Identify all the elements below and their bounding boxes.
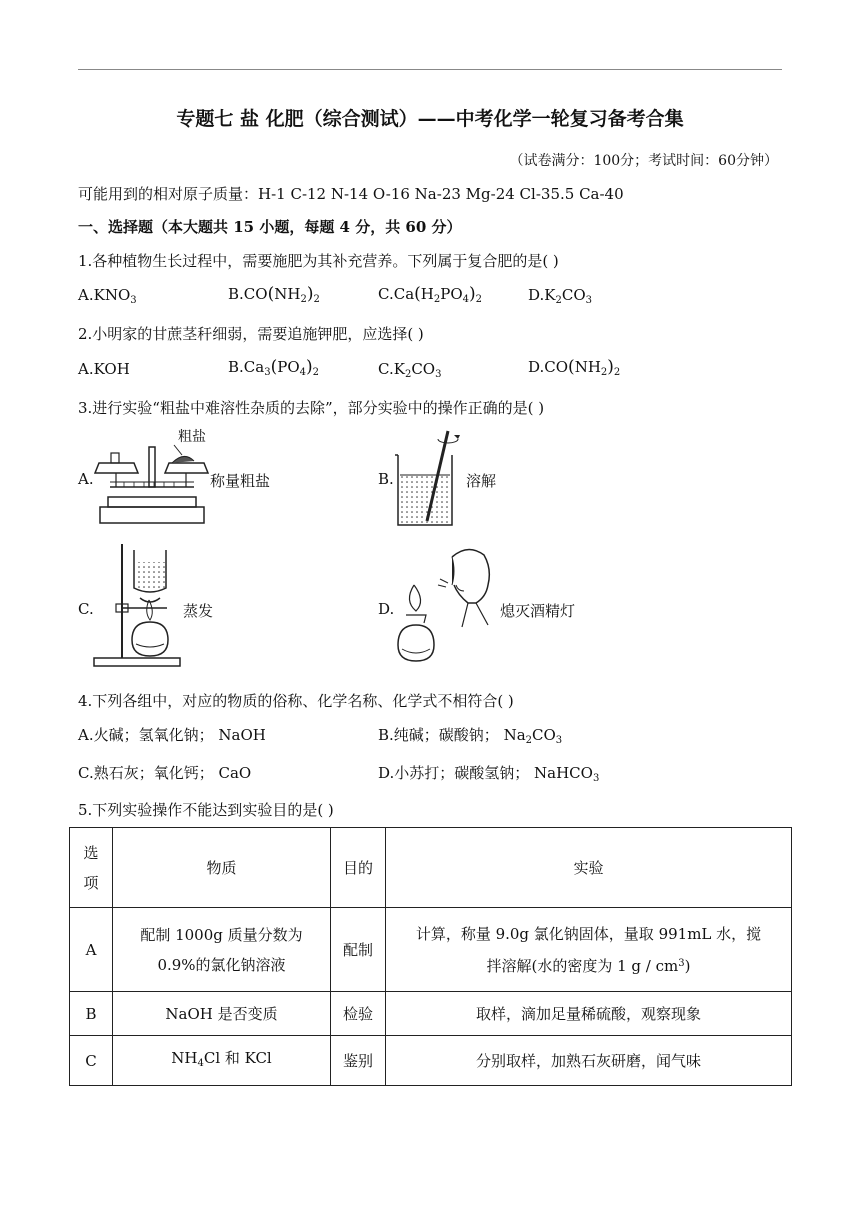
atomic-masses: 可能用到的相对原子质量：H-1 C-12 N-14 O-16 Na-23 Mg-24 Cl-35.5 Ca-40 (78, 185, 624, 203)
row-c-experiment: 分别取样，加熟石灰研磨，闻气味 (386, 1036, 792, 1086)
q4-option-c[interactable] (78, 762, 251, 783)
coarse-salt-tag: 粗盐 (178, 429, 206, 445)
table-row (70, 908, 792, 992)
evaporation-setup-figure (92, 540, 182, 668)
q1-option-d[interactable]: $D.K_2CO_3$ (528, 286, 593, 306)
header-rule (78, 69, 782, 70)
q4-option-a-text: A.火碱；氢氧化钠； (78, 726, 214, 744)
beaker-stirring-figure (390, 425, 465, 530)
question-5-stem: 5.下列实验操作不能达到实验目的是( ) (78, 801, 334, 819)
q1-option-b-letter: B. (228, 285, 244, 303)
q4-option-c-text: C.熟石灰；氧化钙； (78, 764, 214, 782)
q2-option-d[interactable]: $D.CO(NH_2)_2$ (528, 357, 621, 378)
question-3-stem: 3.进行实验“粗盐中难溶性杂质的去除”，部分实验中的操作正确的是( ) (78, 399, 545, 417)
q4-option-d[interactable]: D.小苏打；碳酸氢钠； NaHCO$_3$ (378, 764, 600, 784)
row-c-purpose: 鉴别 (331, 1036, 386, 1086)
q3-option-c-letter[interactable]: C. (78, 600, 94, 618)
header-experiment: 实验 (386, 828, 792, 908)
section-heading: 一、选择题（本大题共 15 小题，每题 4 分，共 60 分） (78, 218, 462, 236)
table-row (70, 1036, 792, 1086)
q4-option-c-formula: CaO (218, 764, 252, 782)
q4-option-a[interactable] (78, 724, 266, 745)
row-b-purpose: 检验 (331, 992, 386, 1036)
row-b-option: B (70, 992, 113, 1036)
q1-option-b[interactable]: $B.CO(NH_2)_2$ (228, 284, 320, 305)
blowing-lamp-figure (392, 545, 500, 665)
table-row (70, 992, 792, 1036)
q3-option-b-label: 溶解 (466, 472, 497, 490)
q3-option-d-label: 熄灭酒精灯 (500, 602, 576, 620)
row-a-experiment: 计算，称量 9.0g 氯化钠固体，量取 991mL 水，搅 拌溶解(水的密度为 1 g / $cm^3$) (386, 908, 792, 992)
q2-option-b-letter: B. (228, 358, 244, 376)
q2-option-a-letter: A. (78, 360, 94, 378)
q3-option-d-letter[interactable]: D. (378, 600, 395, 618)
q4-option-d-text: D.小苏打；碳酸氢钠； (378, 764, 530, 782)
q3-option-b-letter[interactable]: B. (378, 470, 394, 488)
question-1-stem: 1.各种植物生长过程中，需要施肥为其补充营养。下列属于复合肥的是( ) (78, 252, 559, 270)
row-a-option: A (70, 908, 113, 992)
question-2-stem: 2.小明家的甘蔗茎秆细弱，需要追施钾肥，应选择( ) (78, 325, 424, 343)
row-b-experiment: 取样，滴加足量稀硫酸，观察现象 (386, 992, 792, 1036)
table-header-row (70, 828, 792, 908)
q3-option-c-label: 蒸发 (183, 602, 214, 620)
header-substance: 物质 (113, 828, 331, 908)
header-option: 选 项 (70, 828, 113, 908)
q1-option-a[interactable]: $A.KNO_3$ (78, 286, 137, 306)
question-4-stem: 4.下列各组中，对应的物质的俗称、化学名称、化学式不相符合( ) (78, 692, 514, 710)
q2-option-a[interactable]: A.KOH (78, 360, 130, 378)
q2-option-d-letter: D. (528, 358, 545, 376)
row-a-substance: 配制 1000g 质量分数为 0.9%的氯化钠溶液 (113, 908, 331, 992)
experiment-table (69, 827, 792, 1086)
q4-option-b-text: B.纯碱；碳酸钠； (378, 726, 499, 744)
q4-option-b[interactable]: B.纯碱；碳酸钠； $Na_2CO_3$ (378, 726, 563, 746)
row-a-purpose: 配制 (331, 908, 386, 992)
q4-option-a-formula: NaOH (218, 726, 266, 744)
q2-option-b[interactable]: $B.Ca_3(PO_4)_2$ (228, 357, 320, 378)
q1-option-c-letter: C. (378, 285, 394, 303)
q1-option-c[interactable]: $C.Ca(H_2PO_4)_2$ (378, 284, 483, 305)
header-purpose: 目的 (331, 828, 386, 908)
q1-option-d-letter: D. (528, 286, 545, 304)
q2-option-c-letter: C. (378, 360, 394, 378)
q3-option-a-label: 称量粗盐 (210, 472, 271, 490)
row-c-substance: $NH_4Cl$ 和 KCl (113, 1036, 331, 1086)
row-c-option: C (70, 1036, 113, 1086)
exam-info: （试卷满分：100分；考试时间：60分钟） (509, 153, 778, 169)
page-title: 专题七 盐 化肥（综合测试）——中考化学一轮复习备考合集 (176, 108, 684, 130)
q3-option-a-letter[interactable]: A. (78, 470, 94, 488)
q1-option-a-letter: A. (78, 286, 94, 304)
q2-option-c[interactable]: $C.K_2CO_3$ (378, 360, 442, 380)
row-b-substance: NaOH 是否变质 (113, 992, 331, 1036)
